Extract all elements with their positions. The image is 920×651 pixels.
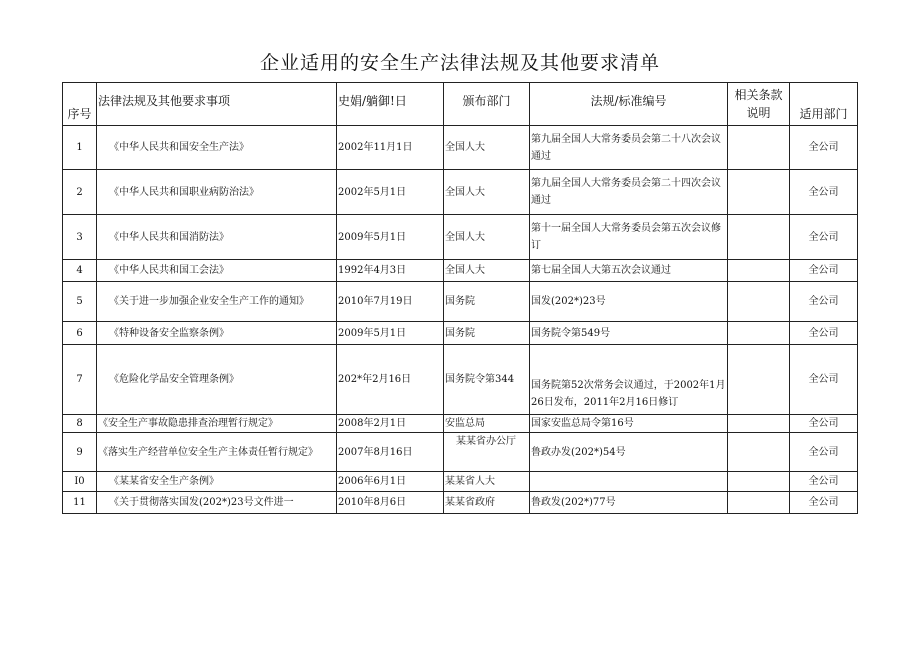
row-dept: 全公司 [790,415,858,433]
header-code: 法规/标准编号 [530,83,728,126]
row-date: 2009年5月1日 [337,322,444,345]
row-date: 2009年5月1日 [337,215,444,260]
row-dept: 全公司 [790,215,858,260]
row-clause [728,492,790,514]
row-clause [728,282,790,322]
row-issuer: 全国人大 [444,260,530,282]
header-clause-line1: 相关条款 [734,88,783,102]
row-dept: 全公司 [790,322,858,345]
row-issuer: 国务院令第344 [444,345,530,415]
row-dept: 全公司 [790,345,858,415]
row-clause [728,260,790,282]
row-dept: 全公司 [790,433,858,472]
table-row [63,260,858,282]
row-seq: 1 [63,126,97,170]
table-row [63,126,858,170]
row-code: 鲁政发(202*)77号 [530,492,728,514]
row-clause [728,215,790,260]
header-clause [728,83,790,126]
row-date: 2010年7月19日 [337,282,444,322]
row-dept: 全公司 [790,260,858,282]
table-row [63,322,858,345]
table-row [63,215,858,260]
row-seq: 5 [63,282,97,322]
row-date: 2002年5月1日 [337,170,444,215]
row-issuer: 全国人大 [444,126,530,170]
row-dept: 全公司 [790,126,858,170]
row-seq: I0 [63,472,97,492]
row-date: 202*年2月16日 [337,345,444,415]
row-clause [728,126,790,170]
row-issuer: 国务院 [444,282,530,322]
row-code: 国家安监总局令第16号 [530,415,728,433]
table-row [63,415,858,433]
document-title: 企业适用的安全生产法律法规及其他要求清单 [259,52,660,74]
row-item: 《危险化学品安全管理条例》 [97,345,337,415]
row-issuer: 某某省政府 [444,492,530,514]
row-code: 国务院令第549号 [530,322,728,345]
row-item: 《落实生产经营单位安全生产主体责任暂行规定》 [97,433,337,472]
row-seq: 3 [63,215,97,260]
row-item: 《安全生产事故隐患排查治理暂行规定》 [97,415,337,433]
row-item: 《关于进一步加强企业安全生产工作的通知》 [97,282,337,322]
header-issuer: 颁布部门 [444,83,530,126]
row-clause [728,433,790,472]
row-date: 2007年8月16日 [337,433,444,472]
row-code: 第十一届全国人大常务委员会第五次会议修订 [530,215,728,260]
row-dept: 全公司 [790,170,858,215]
row-item: 《中华人民共和国消防法》 [97,215,337,260]
row-code: 第九届全国人大常务委员会第二十四次会议通过 [530,170,728,215]
row-seq: 2 [63,170,97,215]
row-item: 《中华人民共和国职业病防治法》 [97,170,337,215]
table-row [63,472,858,492]
row-dept: 全公司 [790,492,858,514]
table-row [63,282,858,322]
row-seq: 4 [63,260,97,282]
row-code [530,472,728,492]
row-item: 《某某省安全生产条例》 [97,472,337,492]
row-clause [728,472,790,492]
row-issuer: 国务院 [444,322,530,345]
row-code: 第九届全国人大常务委员会第二十八次会议通过 [530,126,728,170]
row-issuer: 某某省人大 [444,472,530,492]
row-item: 《中华人民共和国安全生产法》 [97,126,337,170]
row-issuer: 全国人大 [444,215,530,260]
row-code: 国发(202*)23号 [530,282,728,322]
table-row [63,492,858,514]
row-code: 第七届全国人大第五次会议通过 [530,260,728,282]
row-seq: 8 [63,415,97,433]
row-clause [728,170,790,215]
table-row [63,345,858,415]
row-code: 国务院第52次常务会议通过，于2002年1月26日发布，2011年2月16日修订 [530,345,728,415]
regulations-table [62,82,858,514]
row-date: 2006年6月1日 [337,472,444,492]
row-item: 《特种设备安全监察条例》 [97,322,337,345]
row-date: 2002年11月1日 [337,126,444,170]
row-issuer: 某某省办公厅 [444,433,530,472]
row-date: 1992年4月3日 [337,260,444,282]
row-issuer: 全国人大 [444,170,530,215]
header-seq: 序号 [63,83,97,126]
row-date: 2008年2月1日 [337,415,444,433]
row-dept: 全公司 [790,472,858,492]
row-code: 鲁政办发(202*)54号 [530,433,728,472]
row-seq: 9 [63,433,97,472]
row-seq: 7 [63,345,97,415]
header-date: 史娟/躺御!日 [337,83,444,126]
header-item: 法律法规及其他要求事项 [97,83,337,126]
header-clause-line2: 说明 [746,106,771,120]
header-dept: 适用部门 [790,83,858,126]
row-seq: 11 [63,492,97,514]
row-clause [728,415,790,433]
row-item: 《中华人民共和国工会法》 [97,260,337,282]
row-item: 《关于贯彻落实国发(202*)23号文件进一 [97,492,337,514]
table-row [63,433,858,472]
table-row [63,170,858,215]
header-row [63,83,858,126]
row-clause [728,345,790,415]
row-clause [728,322,790,345]
row-issuer: 安监总局 [444,415,530,433]
row-dept: 全公司 [790,282,858,322]
row-seq: 6 [63,322,97,345]
row-date: 2010年8月6日 [337,492,444,514]
